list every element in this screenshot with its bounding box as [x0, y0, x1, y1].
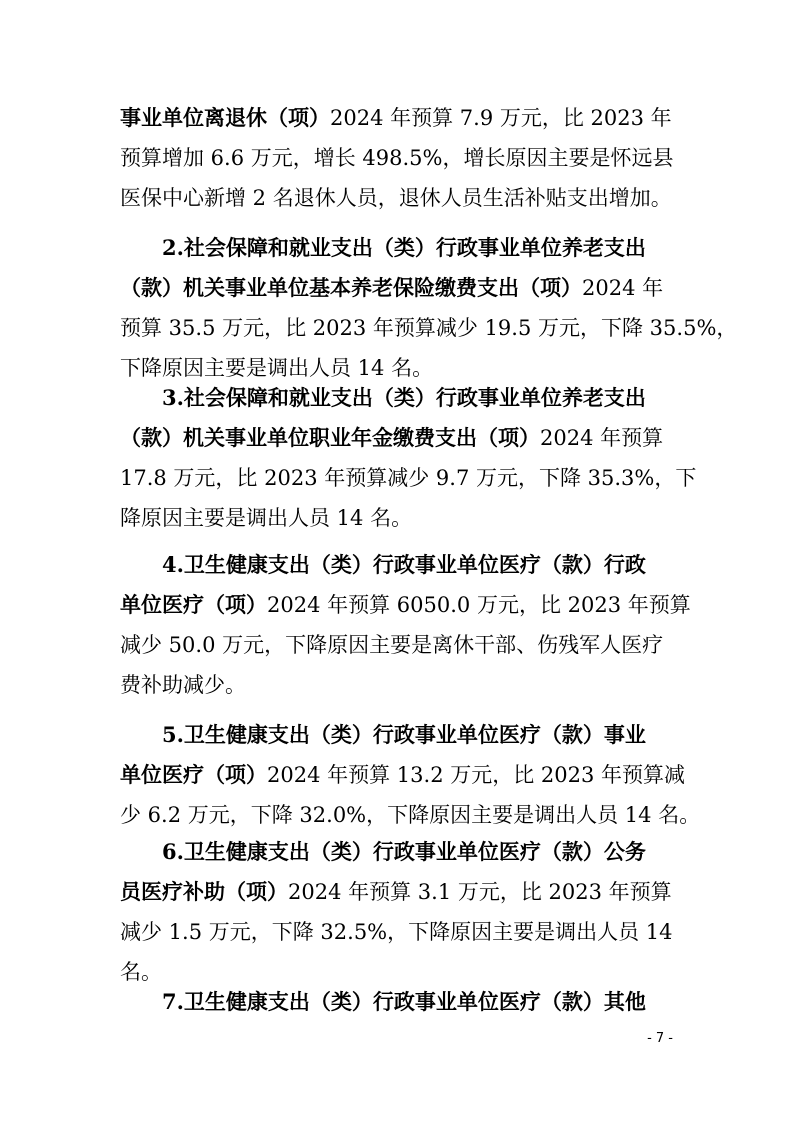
bold-heading-text: 单位医疗（项）: [120, 762, 267, 787]
text-line: [0, 98, 793, 138]
text-line: [0, 308, 793, 348]
body-text-run: 2024 年预算: [540, 426, 664, 450]
bold-heading-text: 5.卫生健康支出（类）行政事业单位医疗（款）事业: [162, 722, 646, 747]
text-line: [0, 378, 793, 418]
body-text-run: 预算增加 6.6 万元，增长 498.5%，增长原因主要是怀远县: [120, 146, 674, 170]
text-line: [0, 138, 793, 178]
bold-heading-text: 单位医疗（项）: [120, 592, 267, 617]
body-text-run: 17.8 万元，比 2023 年预算减少 9.7 万元，下降 35.3%，下: [120, 466, 697, 490]
text-line: [0, 982, 793, 1022]
bold-heading-text: 6.卫生健康支出（类）行政事业单位医疗（款）公务: [162, 839, 646, 864]
text-line: [0, 872, 793, 912]
text-line: [0, 458, 793, 498]
text-line: [0, 178, 793, 218]
bold-heading-text: 3.社会保障和就业支出（类）行政事业单位养老支出: [162, 385, 646, 410]
bold-heading-text: 7.卫生健康支出（类）行政事业单位医疗（款）其他: [162, 989, 646, 1014]
bold-heading-text: 事业单位离退休（项）: [120, 105, 330, 130]
body-text-run: 名。: [120, 960, 162, 984]
text-line: [0, 755, 793, 795]
text-line: [0, 268, 793, 308]
body-text-run: 2024 年预算 3.1 万元，比 2023 年预算: [288, 880, 672, 904]
text-line: [0, 625, 793, 665]
bold-heading-text: （款）机关事业单位基本养老保险缴费支出（项）: [120, 275, 582, 300]
text-line: [0, 545, 793, 585]
text-line: [0, 228, 793, 268]
body-text-run: 少 6.2 万元，下降 32.0%，下降原因主要是调出人员 14 名。: [120, 803, 701, 827]
body-text-run: 费补助减少。: [120, 673, 246, 697]
text-line: [0, 715, 793, 755]
text-line: [0, 665, 793, 705]
body-text-run: 2024 年预算 7.9 万元，比 2023 年: [330, 106, 672, 130]
page-number: - 7 -: [647, 1031, 673, 1046]
body-text-run: 2024 年: [582, 276, 664, 300]
text-line: [0, 498, 793, 538]
body-text-run: 2024 年预算 6050.0 万元，比 2023 年预算: [267, 593, 691, 617]
text-line: [0, 832, 793, 872]
body-text-run: 降原因主要是调出人员 14 名。: [120, 506, 413, 530]
text-line: [0, 418, 793, 458]
bold-heading-text: 2.社会保障和就业支出（类）行政事业单位养老支出: [162, 235, 646, 260]
text-line: [0, 912, 793, 952]
body-text-run: 预算 35.5 万元，比 2023 年预算减少 19.5 万元，下降 35.5%，: [120, 316, 738, 340]
body-text-run: 减少 50.0 万元，下降原因主要是离休干部、伤残军人医疗: [120, 633, 664, 657]
body-text-run: 减少 1.5 万元，下降 32.5%，下降原因主要是调出人员 14: [120, 920, 673, 944]
bold-heading-text: 员医疗补助（项）: [120, 879, 288, 904]
body-text-run: 医保中心新增 2 名退休人员，退休人员生活补贴支出增加。: [120, 186, 672, 210]
bold-heading-text: 4.卫生健康支出（类）行政事业单位医疗（款）行政: [162, 552, 646, 577]
text-line: [0, 585, 793, 625]
body-text-run: 下降原因主要是调出人员 14 名。: [120, 356, 434, 380]
text-line: [0, 795, 793, 835]
body-text-run: 2024 年预算 13.2 万元，比 2023 年预算减: [267, 763, 686, 787]
bold-heading-text: （款）机关事业单位职业年金缴费支出（项）: [120, 425, 540, 450]
